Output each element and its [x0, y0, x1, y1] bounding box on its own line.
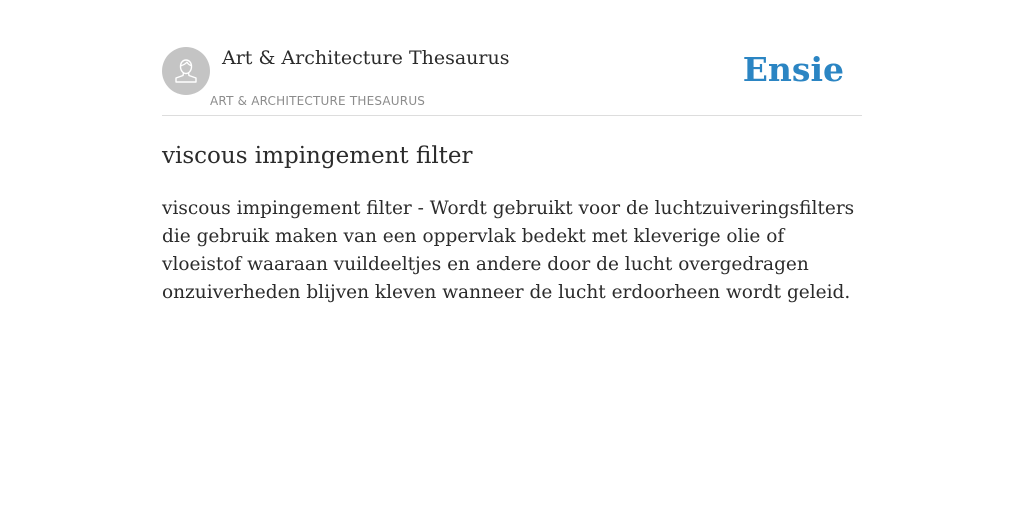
page-title: viscous impingement filter	[162, 143, 473, 169]
definition-text: viscous impingement filter - Wordt gebruikt voor de luchtzuiveringsfilters die gebruik maken van een oppervlak bedekt met kleverige olie of vloeistof waaraan vuildeeltjes en andere door de lucht overgedragen onzuiverheden blijven kleven wanneer de lucht erdoorheen wordt geleid.	[162, 198, 855, 303]
definition-card	[162, 0, 862, 307]
author-avatar[interactable]	[162, 47, 210, 95]
ensie-logo[interactable]: Ensie	[742, 50, 844, 89]
author-name[interactable]: Art & Architecture Thesaurus	[222, 47, 510, 69]
source-label[interactable]: ART & ARCHITECTURE THESAURUS	[210, 94, 426, 108]
user-icon	[171, 56, 201, 86]
card-header	[162, 0, 862, 116]
